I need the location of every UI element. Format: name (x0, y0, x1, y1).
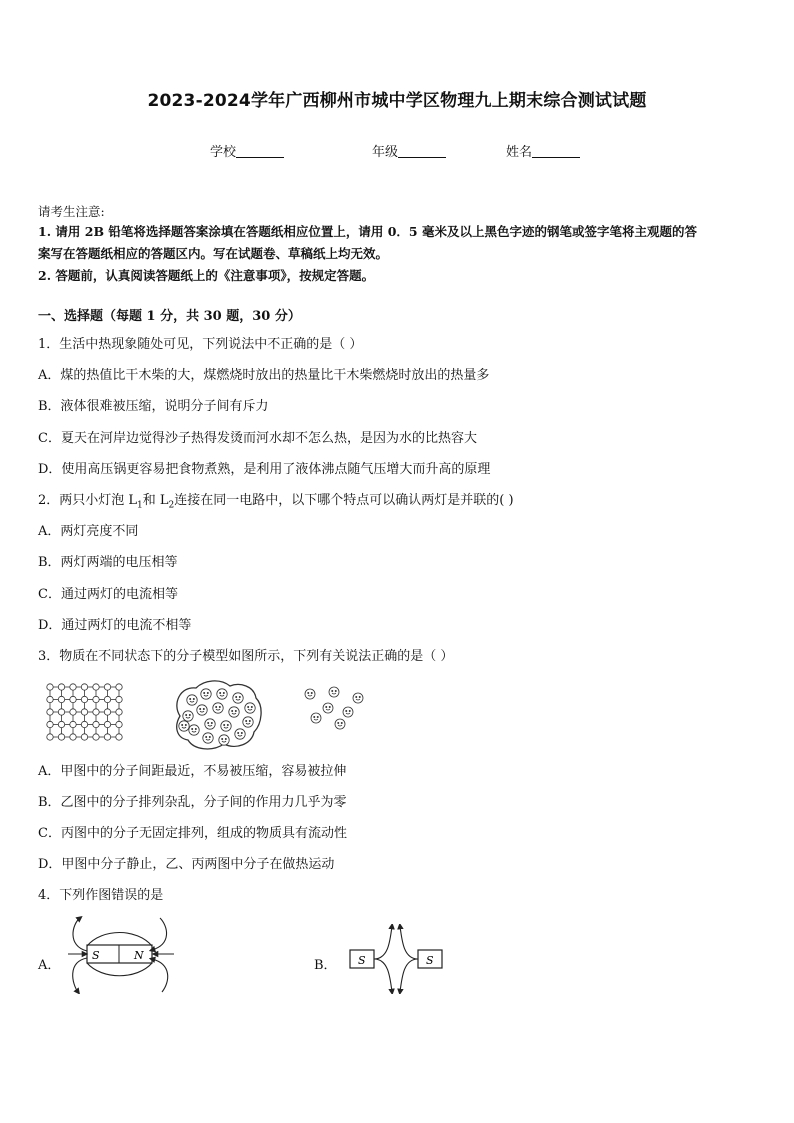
school-field[interactable] (210, 141, 284, 160)
solid-molecule (47, 709, 53, 715)
solid-molecule (93, 709, 99, 715)
solid-molecule (47, 684, 53, 690)
solid-molecule (93, 734, 99, 740)
liquid-molecule (187, 695, 197, 705)
question-1-option-d[interactable]: D．使用高压锅更容易把食物煮熟，是利用了液体沸点随气压增大而升高的原理 (38, 462, 491, 477)
solid-molecule (104, 684, 110, 690)
gas-molecule (305, 689, 315, 699)
question-3-stem: 3．物质在不同状态下的分子模型如图所示，下列有关说法正确的是（ ） (38, 649, 454, 664)
solid-molecule (104, 734, 110, 740)
solid-molecule (104, 696, 110, 702)
solid-molecule (116, 721, 122, 727)
notice-heading: 请考生注意: (38, 204, 105, 219)
solid-molecule (81, 696, 87, 702)
liquid-molecule (205, 719, 215, 729)
question-2-option-a[interactable]: A．两灯亮度不同 (38, 524, 139, 539)
solid-molecule (81, 734, 87, 740)
gas-molecule (353, 693, 363, 703)
liquid-molecule (221, 721, 231, 731)
liquid-molecule (183, 711, 193, 721)
solid-molecule (47, 721, 53, 727)
page-title: 2023-2024学年广西柳州市城中学区物理九上期末综合测试试题 (147, 91, 647, 111)
solid-molecule (70, 696, 76, 702)
solid-molecule-figure (44, 681, 126, 743)
question-4-option-b[interactable]: B． (314, 958, 337, 973)
liquid-molecule (243, 717, 253, 727)
school-label: 学校 (210, 145, 237, 160)
solid-molecule (93, 721, 99, 727)
solid-molecule (81, 709, 87, 715)
q2-sub-1: 1 (137, 500, 143, 511)
question-3-option-d[interactable]: D．甲图中分子静止，乙、丙两图中分子在做热运动 (38, 857, 335, 872)
grade-label: 年级 (372, 145, 399, 160)
magnet-figure-a (62, 916, 182, 994)
magnet-a-left-pole: S (92, 949, 100, 962)
liquid-molecule (179, 721, 189, 731)
name-label: 姓名 (506, 145, 533, 160)
question-2-stem (38, 489, 514, 511)
solid-molecule (104, 709, 110, 715)
liquid-molecule (229, 707, 239, 717)
magnet-a-right-pole: N (134, 949, 144, 962)
solid-molecule (58, 696, 64, 702)
liquid-molecule (245, 703, 255, 713)
name-blank[interactable] (532, 145, 580, 158)
gas-molecule (323, 703, 333, 713)
solid-molecule (81, 684, 87, 690)
question-2-option-d[interactable]: D．通过两灯的电流不相等 (38, 618, 192, 633)
grade-blank[interactable] (398, 145, 446, 158)
solid-molecule (116, 684, 122, 690)
question-1-option-a[interactable]: A．煤的热值比干木柴的大，煤燃烧时放出的热量比干木柴燃烧时放出的热量多 (38, 368, 490, 383)
liquid-molecule (213, 703, 223, 713)
notice-block (38, 221, 760, 287)
gas-molecule (329, 687, 339, 697)
grade-field[interactable] (372, 141, 446, 160)
question-2-option-b[interactable]: B．两灯两端的电压相等 (38, 555, 178, 570)
question-4-option-a[interactable]: A． (38, 958, 61, 973)
liquid-molecule (235, 729, 245, 739)
q2-stem-post: 连接在同一电路中，以下哪个特点可以确认两灯是并联的( ) (174, 493, 514, 508)
name-field[interactable] (506, 141, 580, 160)
magnet-figure-b (346, 924, 446, 994)
solid-molecule (58, 709, 64, 715)
solid-molecule (116, 709, 122, 715)
gas-molecule (343, 707, 353, 717)
magnet-b-left-pole: S (358, 954, 366, 967)
solid-molecule (58, 684, 64, 690)
magnet-b-right-pole: S (426, 954, 434, 967)
solid-molecule (47, 696, 53, 702)
liquid-molecule (189, 725, 199, 735)
gas-molecule (311, 713, 321, 723)
liquid-molecule (217, 689, 227, 699)
solid-molecule (116, 734, 122, 740)
solid-molecule (70, 709, 76, 715)
question-3-option-c[interactable]: C．丙图中的分子无固定排列，组成的物质具有流动性 (38, 826, 347, 841)
solid-molecule (104, 721, 110, 727)
question-1-option-c[interactable]: C．夏天在河岸边觉得沙子热得发烫而河水却不怎么热，是因为水的比热容大 (38, 431, 477, 446)
school-blank[interactable] (236, 145, 284, 158)
gas-molecule (335, 719, 345, 729)
solid-molecule (58, 721, 64, 727)
notice-item-2: 2. 答题前，认真阅读答题纸上的《注意事项》，按规定答题。 (38, 268, 375, 283)
liquid-molecule (197, 705, 207, 715)
question-2-option-c[interactable]: C．通过两灯的电流相等 (38, 587, 178, 602)
solid-molecule (81, 721, 87, 727)
solid-molecule (58, 734, 64, 740)
liquid-molecule (201, 689, 211, 699)
question-1-option-b[interactable]: B．液体很难被压缩，说明分子间有斥力 (38, 399, 269, 414)
solid-molecule (116, 696, 122, 702)
question-3-option-b[interactable]: B．乙图中的分子排列杂乱，分子间的作用力几乎为零 (38, 795, 347, 810)
liquid-molecule (203, 733, 213, 743)
section-heading: 一、选择题（每题 1 分，共 30 题，30 分） (38, 309, 301, 324)
liquid-molecule-figure (170, 676, 266, 752)
notice-item-1a: 1. 请用 2B 铅笔将选择题答案涂填在答题纸相应位置上，请用 0．5 毫米及以上黑色字迹的钢笔或签字笔将主观题的答 (38, 224, 697, 239)
question-4-stem: 4．下列作图错误的是 (38, 888, 164, 903)
q2-stem-pre: 2．两只小灯泡 L (38, 493, 138, 508)
solid-molecule (70, 734, 76, 740)
solid-molecule (70, 684, 76, 690)
solid-molecule (93, 696, 99, 702)
gas-molecule-figure (298, 684, 370, 732)
solid-molecule (47, 734, 53, 740)
question-1-stem: 1．生活中热现象随处可见，下列说法中不正确的是（ ） (38, 337, 363, 352)
liquid-molecule (219, 735, 229, 745)
solid-molecule (93, 684, 99, 690)
liquid-molecule (233, 693, 243, 703)
notice-item-1b: 案写在答题纸相应的答题区内。写在试题卷、草稿纸上均无效。 (38, 246, 389, 261)
q2-stem-mid: 和 L (142, 493, 169, 508)
question-3-option-a[interactable]: A．甲图中的分子间距最近，不易被压缩，容易被拉伸 (38, 764, 347, 779)
solid-molecule (70, 721, 76, 727)
q2-sub-2: 2 (168, 500, 175, 511)
